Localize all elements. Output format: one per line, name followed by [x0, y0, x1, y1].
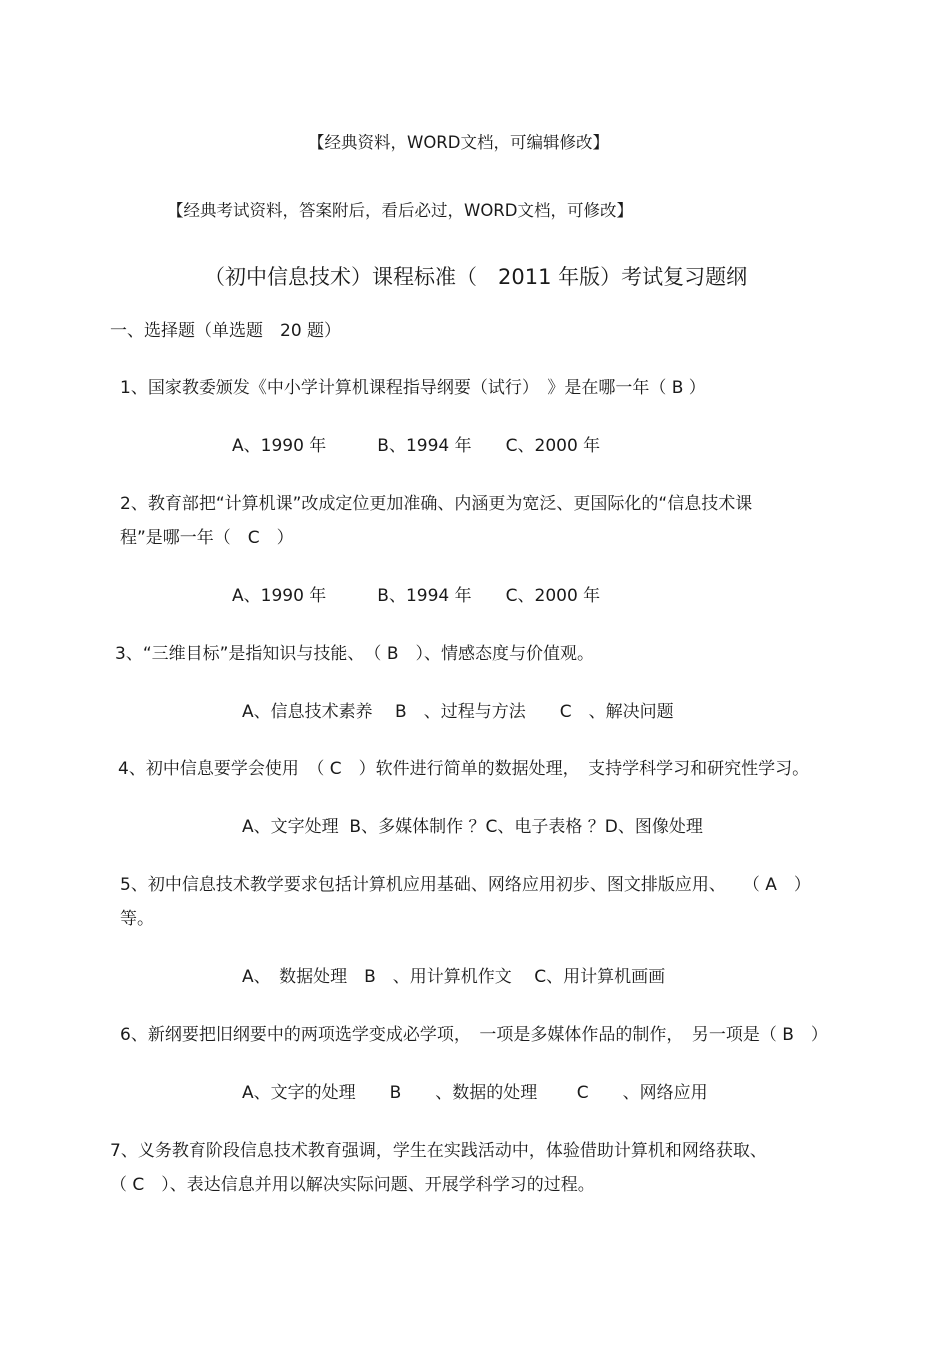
question-1: 1、国家教委颁发《中小学计算机课程指导纲要（试行） 》是在哪一年（ B ） — [120, 378, 706, 398]
question-5-line-1: 5、初中信息技术教学要求包括计算机应用基础、网络应用初步、图文排版应用、 （ A ） — [120, 875, 811, 895]
question-5-options: A、 数据处理 B 、用计算机作文 C、用计算机画画 — [242, 967, 666, 987]
section-heading: 一、选择题（单选题 20 题） — [110, 321, 342, 341]
question-6: 6、新纲要把旧纲要中的两项选学变成必学项， 一项是多媒体作品的制作， 另一项是（ B ） — [120, 1025, 828, 1045]
question-4-options: A、文字处理 B、多媒体制作 ？C、电子表格 ？D、图像处理 — [242, 817, 703, 837]
banner-editable: 【经典资料，WORD文档，可编辑修改】 — [308, 133, 609, 152]
question-7-line-1: 7、义务教育阶段信息技术教育强调，学生在实践活动中，体验借助计算机和网络获取、 — [110, 1141, 767, 1161]
question-5-line-2: 等。 — [120, 909, 154, 929]
question-3-options: A、信息技术素养 B 、过程与方法 C 、解决问题 — [242, 702, 674, 722]
banner-exam: 【经典考试资料，答案附后，看后必过，WORD文档，可修改】 — [167, 201, 633, 220]
question-7-line-2: （ C ）、表达信息并用以解决实际问题、开展学科学习的过程。 — [110, 1175, 595, 1195]
question-6-options: A、文字的处理 B 、数据的处理 C 、网络应用 — [242, 1083, 708, 1103]
question-4: 4、初中信息要学会使用 （ C ）软件进行简单的数据处理， 支持学科学习和研究性学习。 — [118, 759, 810, 779]
document-title: （初中信息技术）课程标准（ 2011 年版）考试复习题纲 — [204, 265, 748, 289]
question-2-options: A、1990 年 B、1994 年 C、2000 年 — [232, 586, 601, 606]
question-2-line-1: 2、教育部把“计算机课”改成定位更加准确、内涵更为宽泛、更国际化的“信息技术课 — [120, 494, 753, 514]
question-3: 3、“三维目标”是指知识与技能、 （ B ）、情感态度与价值观。 — [115, 644, 594, 664]
question-1-options: A、1990 年 B、1994 年 C、2000 年 — [232, 436, 601, 456]
question-2-line-2: 程”是哪一年（ C ） — [120, 528, 294, 548]
